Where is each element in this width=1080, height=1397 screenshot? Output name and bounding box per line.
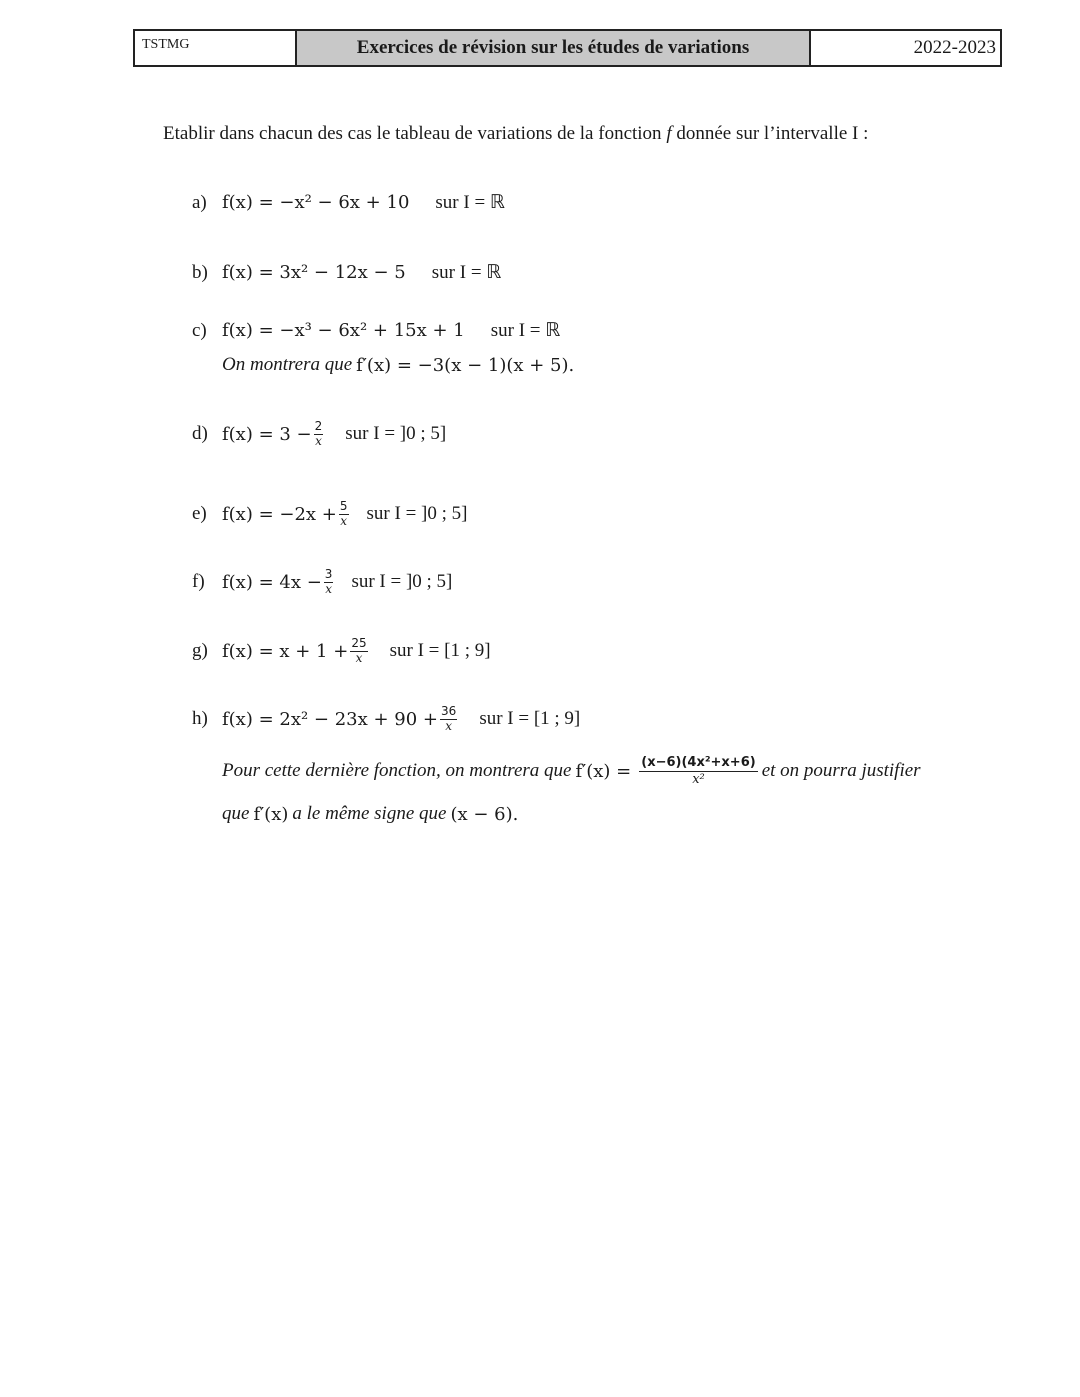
exercise-h-note-line2 xyxy=(222,803,522,825)
exercise-letter: d) xyxy=(192,423,208,445)
exercise-interval: sur I = [1 ; 9] xyxy=(479,708,581,730)
note-text: a le même signe que xyxy=(292,803,447,824)
fraction xyxy=(440,705,457,734)
exercise-letter: h) xyxy=(192,708,208,730)
note-text: On montrera que xyxy=(222,354,353,375)
exercise-letter: f) xyxy=(192,571,205,593)
exercise-b xyxy=(192,261,501,284)
exercise-g xyxy=(192,637,491,666)
fraction xyxy=(324,568,334,597)
derivative-fraction xyxy=(639,755,757,787)
exercise-letter: c) xyxy=(192,319,207,341)
class-label: TSTMG xyxy=(135,31,297,65)
exercise-expression: f(x) = 3 − xyxy=(222,423,312,445)
derivative-numerator: (x−6)(4x²+x+6) xyxy=(641,755,756,770)
exercise-expression: f(x) = −x³ − 6x² + 15x + 1 xyxy=(222,320,465,341)
note-math: (x − 6). xyxy=(450,803,519,825)
note-text: Pour cette dernière fonction, on montrera que xyxy=(222,760,572,782)
exercise-f xyxy=(192,568,452,597)
exercise-expression: f(x) = 3x² − 12x − 5 xyxy=(222,262,406,283)
instruction xyxy=(163,123,868,145)
derivative-denominator: x² xyxy=(692,771,705,787)
exercise-interval: sur I = ℝ xyxy=(435,192,505,213)
instruction-before: Etablir dans chacun des cas le tableau de variations de la fonction xyxy=(163,123,667,144)
exercise-expression: f(x) = −2x + xyxy=(222,503,337,525)
exercise-expression: f(x) = 2x² − 23x + 90 + xyxy=(222,708,439,730)
exercise-expression: f(x) = −x² − 6x + 10 xyxy=(222,192,410,213)
exercise-interval: sur I = ]0 ; 5] xyxy=(351,571,453,593)
fraction-denominator: x xyxy=(315,433,322,448)
fraction xyxy=(339,500,349,529)
fraction-numerator: 36 xyxy=(441,704,457,718)
exercise-letter: a) xyxy=(192,191,207,213)
note-math: f′(x) = xyxy=(575,760,632,782)
exercise-h-note-line1 xyxy=(222,755,921,787)
fraction-numerator: 3 xyxy=(324,567,333,581)
exercise-interval: sur I = ℝ xyxy=(490,320,561,341)
exercise-letter: b) xyxy=(192,261,208,283)
exercise-c-note xyxy=(222,354,578,376)
instruction-f: f xyxy=(666,123,672,144)
note-math: f′(x) xyxy=(253,803,289,825)
note-text: que xyxy=(222,803,250,824)
exercise-letter: g) xyxy=(192,640,208,662)
exercise-expression: f(x) = 4x − xyxy=(222,571,322,593)
exercise-expression: f(x) = x + 1 + xyxy=(222,640,349,662)
exercise-interval: sur I = ]0 ; 5] xyxy=(345,423,447,445)
exercise-c xyxy=(192,319,560,342)
page-title: Exercices de révision sur les études de variations xyxy=(297,31,811,65)
exercise-letter: e) xyxy=(192,503,207,525)
fraction-denominator: x xyxy=(340,513,348,528)
note-text-end: et on pourra justifier xyxy=(761,760,921,782)
instruction-after: donnée sur l’intervalle I : xyxy=(671,123,869,144)
fraction-denominator: x xyxy=(445,718,453,733)
exercise-d xyxy=(192,420,446,449)
exercise-h xyxy=(192,705,580,734)
exercise-interval: sur I = ℝ xyxy=(431,262,502,283)
header-bar xyxy=(133,29,1002,67)
fraction-denominator: x xyxy=(325,581,332,596)
fraction-numerator: 25 xyxy=(351,636,367,650)
fraction-denominator: x xyxy=(355,650,363,665)
note-math: f′(x) = −3(x − 1)(x + 5). xyxy=(356,354,575,376)
fraction-numerator: 2 xyxy=(314,419,323,433)
fraction xyxy=(350,637,367,666)
exercise-a xyxy=(192,191,505,214)
exercise-e xyxy=(192,500,467,529)
school-year: 2022-2023 xyxy=(913,37,996,58)
fraction xyxy=(314,420,324,449)
fraction-numerator: 5 xyxy=(339,499,348,513)
exercise-interval: sur I = ]0 ; 5] xyxy=(366,503,468,525)
exercise-interval: sur I = [1 ; 9] xyxy=(389,640,491,662)
